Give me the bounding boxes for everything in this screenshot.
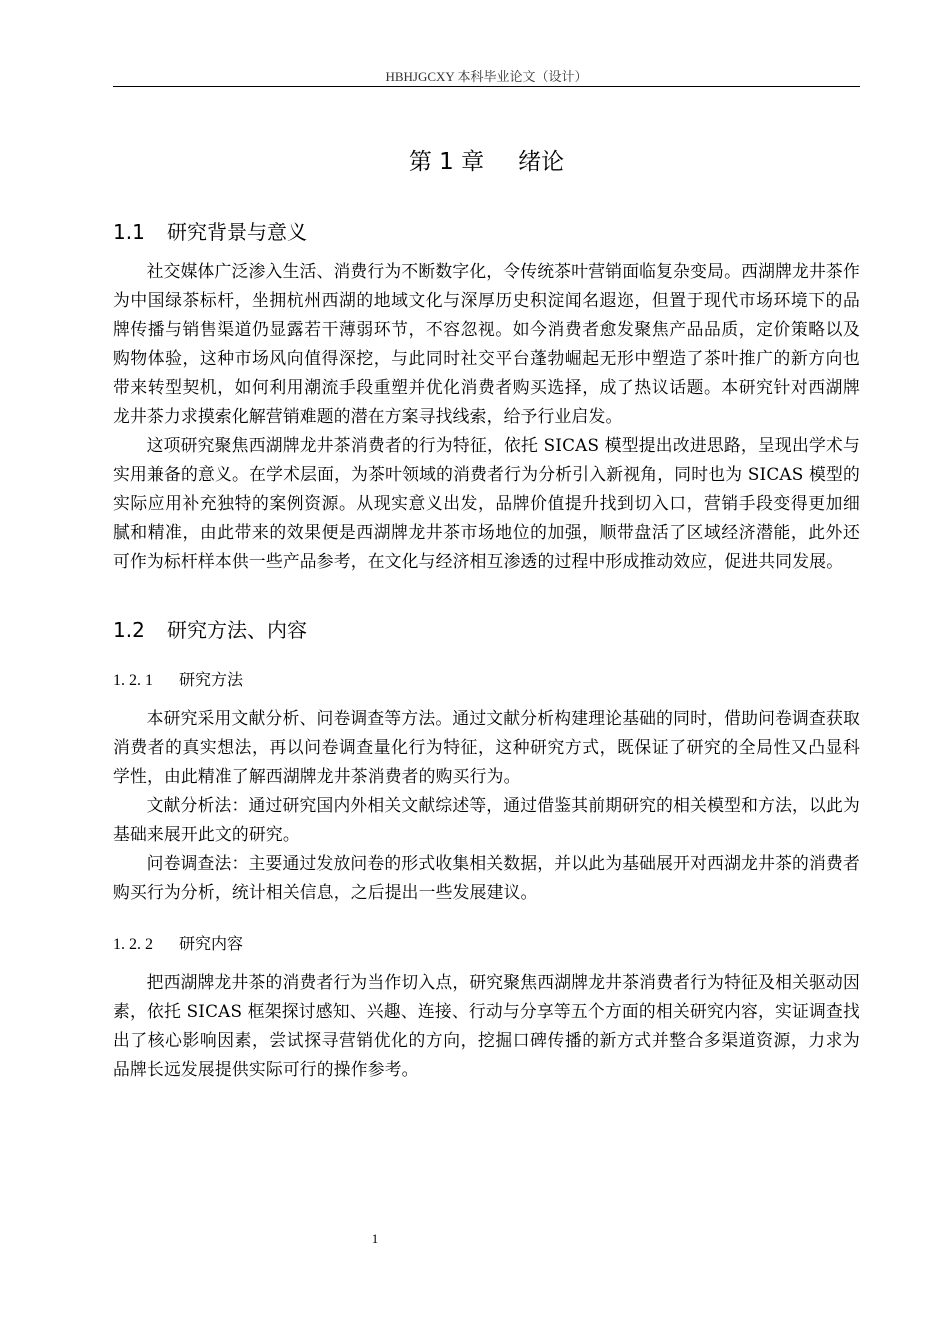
- chapter-number: 第 1 章: [408, 149, 485, 175]
- paragraph: 社交媒体广泛渗入生活、消费行为不断数字化，令传统茶叶营销面临复杂变局。西湖牌龙井茶作为中国绿茶标杆，坐拥杭州西湖的地域文化与深厚历史积淀闻名遐迩，但置于现代市场环境下的品牌传播与销售渠道仍显露若干薄弱环节，不容忽视。如今消费者愈发聚焦产品品质，定价策略以及购物体验，这种市场风向值得深挖，与此同时社交平台蓬勃崛起无形中塑造了茶叶推广的新方向也带来转型契机，如何利用潮流手段重塑并优化消费者购买选择，成了热议话题。本研究针对西湖牌龙井茶力求摸索化解营销难题的潜在方案寻找线索，给予行业启发。: [113, 261, 860, 426]
- page-content: [113, 142, 860, 1084]
- section-heading-1-2: [113, 614, 860, 643]
- paragraph: 这项研究聚焦西湖牌龙井茶消费者的行为特征，依托 SICAS 模型提出改进思路，呈现出学术与实用兼备的意义。在学术层面，为茶叶领域的消费者行为分析引入新视角，同时也为 SICAS 模型的实际应用补充独特的案例资源。从现实意义出发，品牌价值提升找到切入口，营销手段变得更加细腻和精准，由此带来的效果便是西湖牌龙井茶市场地位的加强，顺带盘活了区域经济潜能，此外还可作为标杆样本供一些产品参考，在文化与经济相互渗透的过程中形成推动效应，促进共同发展。: [113, 435, 860, 571]
- page-number: 1: [371, 1231, 379, 1246]
- paragraph: 问卷调查法：主要通过发放问卷的形式收集相关数据，并以此为基础展开对西湖龙井茶的消费者购买行为分析，统计相关信息，之后提出一些发展建议。: [113, 853, 860, 902]
- section-number: 1.1: [113, 220, 145, 244]
- subsection-number: 1. 2. 2: [113, 936, 153, 953]
- section-heading-1-1: [113, 216, 860, 245]
- paragraph: 把西湖牌龙井茶的消费者行为当作切入点，研究聚焦西湖牌龙井茶消费者行为特征及相关驱动因素，依托 SICAS 框架探讨感知、兴趣、连接、行动与分享等五个方面的相关研究内容，实证调查找出了核心影响因素，尝试探寻营销优化的方向，挖掘口碑传播的新方式并整合多渠道资源，力求为品牌长远发展提供实际可行的操作参考。: [113, 972, 860, 1079]
- section-number: 1.2: [113, 618, 145, 642]
- subsection-heading-1-2-1: [113, 667, 860, 690]
- header-rule: [113, 86, 860, 87]
- paragraph: 本研究采用文献分析、问卷调查等方法。通过文献分析构建理论基础的同时，借助问卷调查获取消费者的真实想法，再以问卷调查量化行为特征，这种研究方式，既保证了研究的全局性又凸显科学性，由此精准了解西湖牌龙井茶消费者的购买行为。: [113, 708, 860, 786]
- page-header: HBHJGCXY 本科毕业论文（设计）: [385, 69, 588, 84]
- chapter-name: 绪论: [518, 149, 565, 175]
- subsection-number: 1. 2. 1: [113, 672, 153, 689]
- subsection-title: 研究方法: [179, 670, 244, 689]
- section-title: 研究方法、内容: [167, 618, 307, 642]
- subsection-heading-1-2-2: [113, 931, 860, 954]
- paragraph: 文献分析法：通过研究国内外相关文献综述等，通过借鉴其前期研究的相关模型和方法，以此为基础来展开此文的研究。: [113, 795, 860, 844]
- chapter-title: [113, 142, 860, 182]
- section-title: 研究背景与意义: [167, 220, 307, 244]
- subsection-title: 研究内容: [179, 934, 244, 953]
